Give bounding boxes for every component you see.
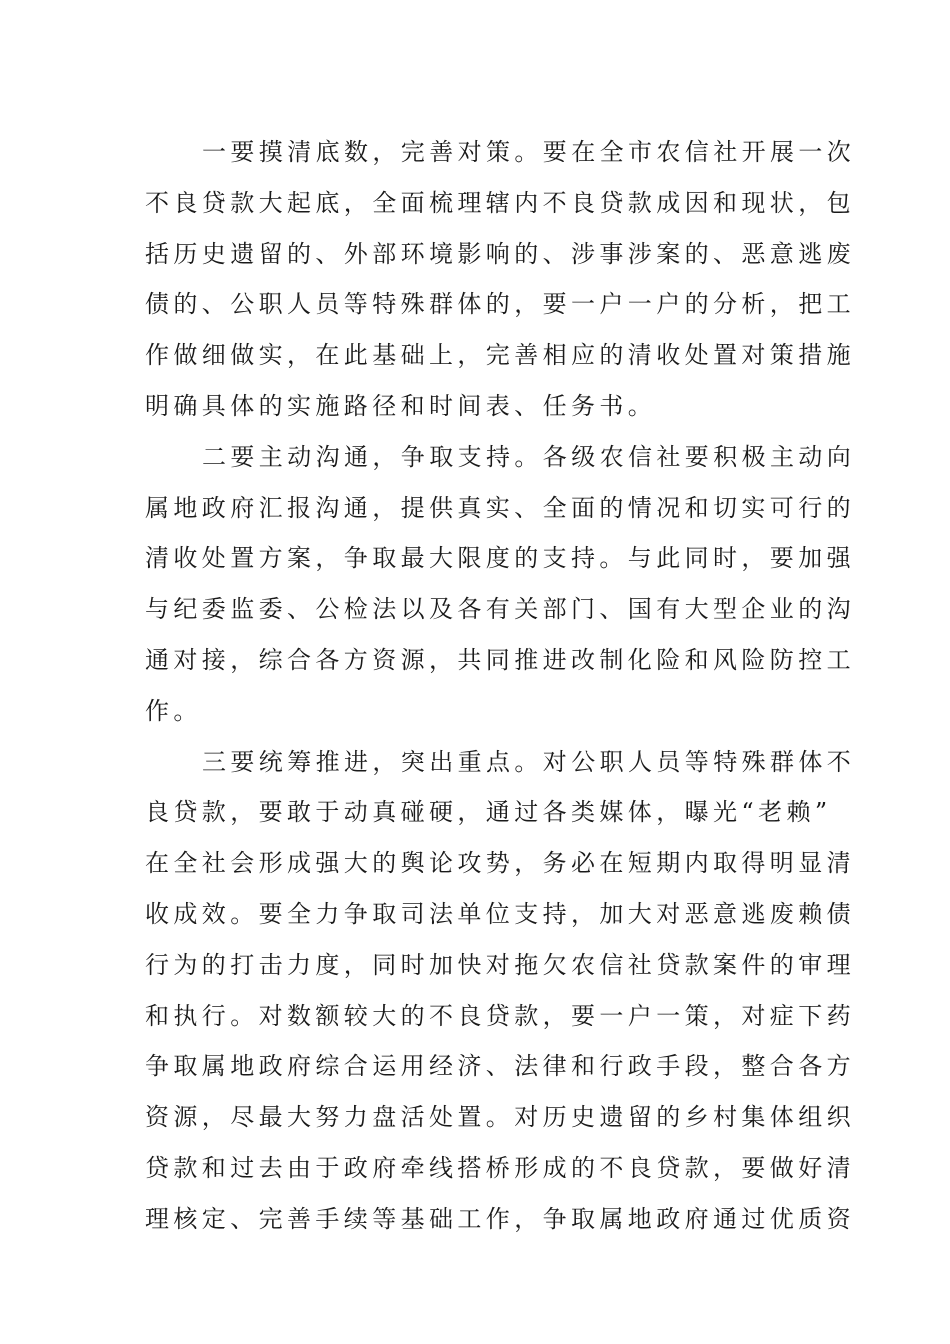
paragraph-line: 债的、公职人员等特殊群体的，要一户一户的分析，把工 [145, 290, 855, 319]
paragraph-line: 收成效。要全力争取司法单位支持，加大对恶意逃废赖债 [145, 899, 855, 928]
paragraph-line: 贷款和过去由于政府牵线搭桥形成的不良贷款，要做好清 [145, 1153, 855, 1182]
paragraph-line: 理核定、完善手续等基础工作，争取属地政府通过优质资 [145, 1204, 855, 1233]
paragraph-line: 在全社会形成强大的舆论攻势，务必在短期内取得明显清 [145, 849, 855, 878]
paragraph-line: 一要摸清底数，完善对策。要在全市农信社开展一次 [202, 138, 856, 166]
paragraph-line: 和执行。对数额较大的不良贷款，要一户一策，对症下药 [145, 1001, 855, 1030]
paragraph-line: 属地政府汇报沟通，提供真实、全面的情况和切实可行的 [145, 493, 855, 522]
paragraph-1 [145, 127, 856, 432]
paragraph-line: 良贷款，要敢于动真碰硬，通过各类媒体，曝光“老赖” [145, 798, 832, 827]
paragraph-line: 作做细做实，在此基础上，完善相应的清收处置对策措施 [145, 341, 855, 370]
paragraph-2 [145, 432, 856, 737]
paragraph-line: 三要统筹推进，突出重点。对公职人员等特殊群体不 [202, 747, 856, 776]
paragraph-line: 不良贷款大起底，全面梳理辖内不良贷款成因和现状，包 [145, 188, 855, 217]
document-body [145, 127, 856, 1245]
paragraph-line: 争取属地政府综合运用经济、法律和行政手段，整合各方 [145, 1052, 855, 1081]
paragraph-line: 行为的打击力度，同时加快对拖欠农信社贷款案件的审理 [145, 950, 855, 979]
paragraph-line: 清收处置方案，争取最大限度的支持。与此同时，要加强 [145, 544, 855, 573]
paragraph-line: 作。 [145, 696, 202, 725]
paragraph-line: 资源，尽最大努力盘活处置。对历史遗留的乡村集体组织 [145, 1103, 855, 1132]
paragraph-line: 二要主动沟通，争取支持。各级农信社要积极主动向 [202, 442, 856, 471]
paragraph-3 [145, 737, 856, 1245]
paragraph-line: 明确具体的实施路径和时间表、任务书。 [145, 391, 657, 420]
paragraph-line: 括历史遗留的、外部环境影响的、涉事涉案的、恶意逃废 [145, 239, 855, 268]
paragraph-line: 与纪委监委、公检法以及各有关部门、国有大型企业的沟 [145, 595, 855, 624]
paragraph-line: 通对接，综合各方资源，共同推进改制化险和风险防控工 [145, 645, 855, 674]
